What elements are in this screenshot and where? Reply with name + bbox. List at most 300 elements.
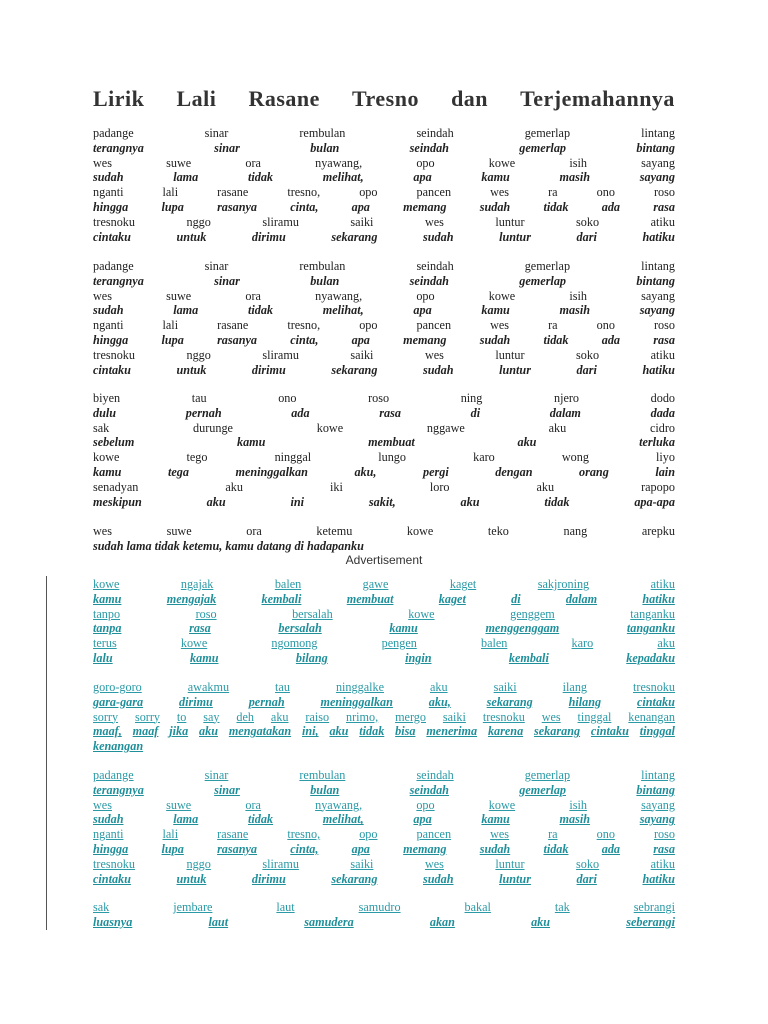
- lyric-word: melihat,: [322, 170, 364, 185]
- translation-line: [93, 435, 675, 450]
- lyric-word: hilang: [568, 694, 602, 709]
- lyric-word: wong: [561, 450, 589, 465]
- translation-line: sudah lama tidak ketemu, kamu datang di hadapanku: [93, 538, 364, 553]
- verse-8-link[interactable]: [93, 900, 675, 930]
- lyric-word: tidak: [543, 841, 569, 856]
- lyric-word: kamu: [93, 591, 122, 606]
- lyric-word: sliramu: [262, 214, 299, 229]
- verse-5-link[interactable]: [93, 577, 675, 666]
- lyric-word: samudera: [304, 914, 354, 929]
- lyric-word: teko: [487, 524, 509, 538]
- lyric-word: gemerlap: [524, 259, 571, 273]
- lyric-word: isih: [569, 288, 587, 303]
- lyric-word: ninggal: [274, 450, 312, 465]
- lyric-line[interactable]: [93, 827, 675, 842]
- lyric-word: seindah: [409, 140, 449, 155]
- lyric-word: ada: [601, 199, 621, 214]
- lyric-word: gemerlap: [519, 140, 567, 155]
- lyric-line[interactable]: [93, 710, 675, 725]
- lyric-word: iki: [329, 479, 343, 494]
- lyric-word: saiki: [442, 709, 466, 724]
- lyric-word: nggo: [186, 214, 211, 229]
- lyric-word: dari: [576, 362, 597, 377]
- page-title: [93, 86, 675, 112]
- lyric-word: cinta,: [290, 841, 319, 856]
- title-word: dan: [451, 86, 489, 111]
- lyric-word: rasanya: [217, 332, 258, 347]
- lyric-word: memang: [403, 199, 447, 214]
- lyric-word: kowe: [488, 155, 516, 170]
- lyric-word: hingga: [93, 199, 129, 214]
- lyric-word: tidak: [544, 494, 570, 509]
- lyric-line[interactable]: [93, 680, 675, 695]
- lyric-word: kamu: [481, 303, 510, 318]
- lyric-word: dirimu: [251, 871, 286, 886]
- lyric-word: menerima: [426, 724, 478, 739]
- lyric-word: akan: [429, 914, 455, 929]
- lyric-word: bersalah: [278, 621, 322, 636]
- lyric-word: bakal: [464, 900, 491, 914]
- lyric-word: dari: [576, 229, 597, 244]
- lyric-word: lali: [162, 827, 179, 842]
- lyric-word: wes: [424, 347, 444, 362]
- lyric-word: kowe: [93, 450, 120, 465]
- lyric-word: ra: [548, 827, 558, 842]
- lyric-word: pancen: [416, 318, 452, 333]
- lyric-word: terangnya: [93, 273, 144, 288]
- lyric-word: jembare: [173, 900, 213, 914]
- lyric-word: apa: [413, 303, 432, 318]
- lyric-word: aku,: [354, 464, 377, 479]
- lyric-word: ra: [548, 185, 558, 200]
- translation-line: [93, 465, 675, 480]
- lyric-word: deh: [236, 709, 255, 724]
- lyric-word: dodo: [650, 391, 675, 405]
- lyric-line: [93, 289, 675, 304]
- translation-line: [93, 170, 675, 185]
- lyric-word: nyawang,: [315, 797, 363, 812]
- lyric-word: suwe: [166, 288, 192, 303]
- lyric-word: sinar: [204, 768, 229, 782]
- lyric-word: wes: [490, 827, 510, 842]
- lyric-word: atiku: [650, 347, 675, 362]
- lyric-word: bintang: [636, 782, 675, 797]
- lyric-word: soko: [576, 347, 600, 362]
- translation-line: [93, 363, 675, 378]
- lyric-word: untuk: [176, 871, 207, 886]
- lyric-word: tau: [275, 680, 290, 694]
- lyric-word: pengen: [381, 636, 417, 651]
- lyric-word: apa: [413, 812, 432, 827]
- lyric-line[interactable]: [93, 900, 675, 915]
- lyric-word: dada: [650, 405, 675, 420]
- lyric-word: tidak: [359, 724, 385, 739]
- lyric-word: sakit,: [368, 494, 396, 509]
- lyric-word: seindah: [416, 768, 454, 782]
- translation-line[interactable]: [93, 695, 675, 710]
- lyric-word: ora: [245, 155, 261, 170]
- lyric-word: biyen: [93, 391, 121, 405]
- translation-line[interactable]: [93, 812, 675, 827]
- lyric-word: wes: [541, 709, 561, 724]
- translation-line: [93, 141, 675, 156]
- lyric-word: sliramu: [262, 347, 299, 362]
- translation-line[interactable]: [93, 724, 675, 739]
- lyric-line: [93, 524, 675, 539]
- lyric-word: genggem: [510, 606, 555, 621]
- lyric-word: di: [511, 591, 521, 606]
- lyric-word: sayang: [641, 288, 675, 303]
- lyric-word: terangnya: [93, 782, 144, 797]
- translation-line[interactable]: [93, 783, 675, 798]
- lyric-word: goro-goro: [93, 680, 142, 694]
- lyric-word: sudah: [423, 362, 454, 377]
- lyric-word: durunge: [193, 420, 233, 435]
- lyric-word: tanganku: [630, 606, 675, 621]
- lyric-word: luasnya: [93, 914, 133, 929]
- lyric-word: hatiku: [642, 871, 675, 886]
- lyric-word: sudah: [479, 332, 511, 347]
- lyric-word: rasane: [217, 318, 249, 333]
- verse-7-link[interactable]: [93, 768, 675, 886]
- lyric-word: padange: [93, 126, 134, 140]
- lyric-word: tresnoku: [482, 709, 525, 724]
- verse-3: [93, 391, 675, 509]
- lyric-word: memang: [403, 332, 447, 347]
- lyric-word: seindah: [416, 126, 454, 140]
- lyric-word: ada: [291, 405, 310, 420]
- lyric-line: [93, 421, 675, 436]
- lyric-word: kamu: [190, 650, 219, 665]
- lyric-line: [93, 348, 675, 363]
- lyric-word: tanpa: [93, 621, 122, 636]
- lyric-word: lungo: [378, 450, 406, 465]
- lyric-word: seindah: [409, 273, 449, 288]
- lyric-line: [93, 215, 675, 230]
- lyric-word: bisa: [395, 724, 416, 739]
- lyric-word: aku: [225, 479, 243, 494]
- lyric-word: gawe: [362, 577, 389, 591]
- verse-6-link[interactable]: [93, 680, 675, 754]
- lyric-word: saiki: [350, 347, 374, 362]
- lyric-word: samudro: [358, 900, 401, 914]
- lyric-word: pernah: [248, 694, 285, 709]
- lyric-line[interactable]: [93, 798, 675, 813]
- lyric-word: sudah: [93, 303, 124, 318]
- lyric-word: opo: [416, 797, 435, 812]
- lyric-word: aku: [270, 709, 289, 724]
- lyric-word: tresnoku: [633, 680, 675, 694]
- lyric-word: lintang: [641, 126, 675, 140]
- lyric-word: kamu: [236, 435, 266, 450]
- lyric-word: sayang: [639, 303, 675, 318]
- lyric-word: rasa: [653, 332, 675, 347]
- lyric-word: saiki: [350, 214, 374, 229]
- lyric-word: tego: [186, 450, 208, 465]
- lyric-word: suwe: [166, 797, 192, 812]
- lyric-line: [93, 126, 675, 141]
- lyric-word: untuk: [176, 362, 207, 377]
- lyric-word: aku: [430, 680, 448, 694]
- lyric-word: aku: [657, 636, 675, 651]
- translation-line[interactable]: [93, 872, 675, 887]
- lyric-word: padange: [93, 259, 134, 273]
- lyric-word: sekarang: [331, 362, 378, 377]
- lyric-word: kowe: [488, 797, 516, 812]
- lyric-word: maaf: [132, 724, 159, 739]
- lyric-word: apa: [351, 332, 370, 347]
- lyric-word: pancen: [416, 185, 452, 200]
- lyric-word: orang: [579, 464, 609, 479]
- lyric-word: bilang: [295, 650, 328, 665]
- lyric-word: mengatakan: [228, 724, 292, 739]
- lyric-word: rasa: [653, 199, 675, 214]
- lyric-word: sinar: [214, 782, 240, 797]
- lyric-word: lupa: [161, 332, 184, 347]
- lyric-word: rasa: [653, 841, 675, 856]
- lyric-word: tinggal: [639, 724, 675, 739]
- lyric-word: ono: [596, 827, 615, 842]
- lyric-word: arepku: [641, 524, 675, 538]
- lyric-word: dulu: [93, 405, 117, 420]
- lyric-word: awakmu: [187, 680, 230, 694]
- lyric-word: meskipun: [93, 494, 142, 509]
- lyric-word: ngajak: [180, 577, 214, 591]
- lyric-word: tresno,: [287, 318, 321, 333]
- lyric-word: dari: [576, 871, 597, 886]
- lyric-word: maaf,: [93, 724, 122, 739]
- lyric-word: isih: [569, 797, 587, 812]
- lyric-word: suwe: [166, 524, 192, 538]
- lyric-word: lama: [173, 170, 199, 185]
- lyric-word: nggo: [186, 856, 211, 871]
- lyric-word: senadyan: [93, 479, 139, 494]
- lyric-word: tresnoku: [93, 214, 135, 229]
- lyric-word: opo: [359, 827, 378, 842]
- lyric-word: menggenggam: [485, 621, 560, 636]
- translation-line: [93, 495, 675, 510]
- lyric-word: lama: [173, 303, 199, 318]
- lyric-word: aku: [199, 724, 218, 739]
- lyric-word: melihat,: [322, 303, 364, 318]
- lyric-word: untuk: [176, 229, 207, 244]
- lyric-word: wes: [93, 524, 112, 538]
- lyric-word: apa-apa: [634, 494, 675, 509]
- lyric-word: tidak: [543, 332, 569, 347]
- lyric-word: terluka: [639, 435, 675, 450]
- lyric-word: tidak: [543, 199, 569, 214]
- lyric-word: wes: [490, 318, 510, 333]
- lyric-word: gemerlap: [524, 126, 571, 140]
- lyric-word: lain: [655, 464, 675, 479]
- lyric-word: liyo: [656, 450, 675, 465]
- lyric-word: masih: [559, 812, 591, 827]
- lyric-word: sinar: [204, 126, 229, 140]
- lyric-word: rasanya: [217, 841, 258, 856]
- lyric-word: ora: [246, 524, 262, 538]
- lyric-word: pernah: [185, 405, 222, 420]
- advertisement-label: Advertisement: [345, 553, 423, 567]
- lyric-word: rasane: [217, 185, 249, 200]
- lyric-word: dalam: [549, 405, 581, 420]
- lyric-line[interactable]: [93, 636, 675, 651]
- lyric-word: masih: [559, 303, 591, 318]
- lyric-word: gara-gara: [93, 694, 144, 709]
- lyric-word: opo: [416, 288, 435, 303]
- lyric-word: ono: [596, 318, 615, 333]
- lyric-word: kembali: [261, 591, 302, 606]
- translation-line[interactable]: [93, 842, 675, 857]
- lyric-word: tidak: [247, 303, 274, 318]
- lyric-word: nyawang,: [315, 288, 363, 303]
- lyric-word: nganti: [93, 827, 124, 842]
- lyric-word: apa: [351, 199, 370, 214]
- lyric-word: suwe: [166, 155, 192, 170]
- lyric-line[interactable]: [93, 857, 675, 872]
- lyric-word: apa: [351, 841, 370, 856]
- translation-line[interactable]: [93, 915, 675, 930]
- lyric-word: mergo: [395, 709, 426, 724]
- lyric-line[interactable]: [93, 768, 675, 783]
- lyric-line[interactable]: [93, 577, 675, 592]
- lyric-word: tidak: [247, 170, 274, 185]
- lyric-word: gemerlap: [524, 768, 571, 782]
- lyric-word: luntur: [499, 871, 531, 886]
- lyric-word: roso: [653, 318, 675, 333]
- lyric-word: hingga: [93, 332, 129, 347]
- lyric-word: kaget: [449, 577, 477, 591]
- lyric-word: tinggal: [577, 709, 612, 724]
- lyric-word: tresno,: [287, 185, 321, 200]
- lyric-word: terangnya: [93, 140, 144, 155]
- lyric-word: pergi: [422, 464, 449, 479]
- lyric-word: atiku: [650, 577, 675, 591]
- lyric-word: aku,: [428, 694, 451, 709]
- lyric-word: ini: [290, 494, 305, 509]
- lyric-word: soko: [576, 856, 600, 871]
- lyric-word: kembali: [508, 650, 549, 665]
- lyric-word: ninggalke: [335, 680, 384, 694]
- lyric-word: sliramu: [262, 856, 299, 871]
- lyric-word: cintaku: [590, 724, 629, 739]
- lyric-word: nganti: [93, 185, 124, 200]
- lyric-word: sebelum: [93, 435, 135, 450]
- lyric-word: lalu: [93, 650, 113, 665]
- verse-2: [93, 259, 675, 377]
- lyric-word: nggawe: [426, 420, 465, 435]
- lyric-word: nrimo,: [346, 709, 379, 724]
- translation-line[interactable]: [93, 651, 675, 666]
- lyric-word: sudah: [479, 841, 511, 856]
- lyric-word: sekarang: [534, 724, 581, 739]
- lyric-word: karo: [473, 450, 495, 465]
- lyric-word: terus: [93, 636, 117, 651]
- lyric-word: tresnoku: [93, 347, 135, 362]
- lyric-word: say: [203, 709, 220, 724]
- lyric-word: sudah: [423, 871, 454, 886]
- lyric-line: [93, 259, 675, 274]
- lyric-line: [93, 318, 675, 333]
- translation-line[interactable]: kenangan: [93, 739, 144, 754]
- lyric-word: sayang: [639, 170, 675, 185]
- lyric-word: lupa: [161, 841, 184, 856]
- lyric-word: tresnoku: [93, 856, 135, 871]
- translation-line: [93, 200, 675, 215]
- lyric-word: masih: [559, 170, 591, 185]
- lyric-word: ning: [460, 391, 483, 405]
- lyric-word: jika: [169, 724, 189, 739]
- lyric-word: kenangan: [628, 709, 675, 724]
- lyric-word: hatiku: [642, 229, 675, 244]
- title-word: Tresno: [352, 86, 419, 111]
- lyric-word: lali: [162, 318, 179, 333]
- lyric-word: dirimu: [251, 362, 286, 377]
- lyric-word: hatiku: [642, 362, 675, 377]
- lyric-word: luntur: [495, 856, 525, 871]
- lyric-word: tau: [191, 391, 207, 405]
- translation-line[interactable]: [93, 592, 675, 607]
- lyric-word: kamu: [93, 464, 122, 479]
- lyric-line: [93, 480, 675, 495]
- lyric-word: rasa: [379, 405, 401, 420]
- lyric-word: saiki: [350, 856, 374, 871]
- lyric-word: rapopo: [641, 479, 675, 494]
- lyric-word: kepadaku: [626, 650, 675, 665]
- lyric-word: soko: [576, 214, 600, 229]
- lyric-word: to: [176, 709, 187, 724]
- lyric-word: tak: [554, 900, 570, 914]
- translation-line[interactable]: [93, 621, 675, 636]
- lyric-word: tega: [167, 464, 189, 479]
- lyric-word: roso: [195, 606, 217, 621]
- lyric-word: sebrangi: [633, 900, 675, 914]
- translation-line: [93, 230, 675, 245]
- lyric-word: tanpo: [93, 606, 121, 621]
- lyric-word: luntur: [495, 347, 525, 362]
- lyric-word: rasanya: [217, 199, 258, 214]
- lyric-word: tidak: [247, 812, 274, 827]
- lyric-word: sudah: [479, 199, 511, 214]
- lyric-word: kamu: [481, 170, 510, 185]
- lyric-word: kaget: [438, 591, 466, 606]
- lyric-line[interactable]: [93, 607, 675, 622]
- translation-line: [93, 274, 675, 289]
- lyric-word: nggo: [186, 347, 211, 362]
- lyric-word: gemerlap: [519, 273, 567, 288]
- lyric-word: rembulan: [299, 259, 346, 273]
- lyric-word: ini,: [301, 724, 319, 739]
- lyric-word: sekarang: [331, 871, 378, 886]
- lyric-word: apa: [413, 170, 432, 185]
- lyric-word: sinar: [214, 273, 240, 288]
- lyric-word: opo: [359, 318, 378, 333]
- lyric-word: padange: [93, 768, 134, 782]
- lyric-word: nganti: [93, 318, 124, 333]
- lyric-word: sak: [93, 900, 110, 914]
- lyric-word: roso: [368, 391, 390, 405]
- lyric-word: ora: [245, 288, 261, 303]
- lyric-word: bintang: [636, 273, 675, 288]
- lyric-word: saiki: [493, 680, 517, 694]
- lyric-word: kowe: [488, 288, 516, 303]
- lyric-word: cinta,: [290, 199, 319, 214]
- lyric-word: cintaku: [93, 871, 131, 886]
- lyric-word: sakjroning: [537, 577, 590, 591]
- lyric-word: kowe: [316, 420, 344, 435]
- lyric-word: tanganku: [626, 621, 675, 636]
- lyric-word: aku: [517, 435, 537, 450]
- lyric-word: roso: [653, 827, 675, 842]
